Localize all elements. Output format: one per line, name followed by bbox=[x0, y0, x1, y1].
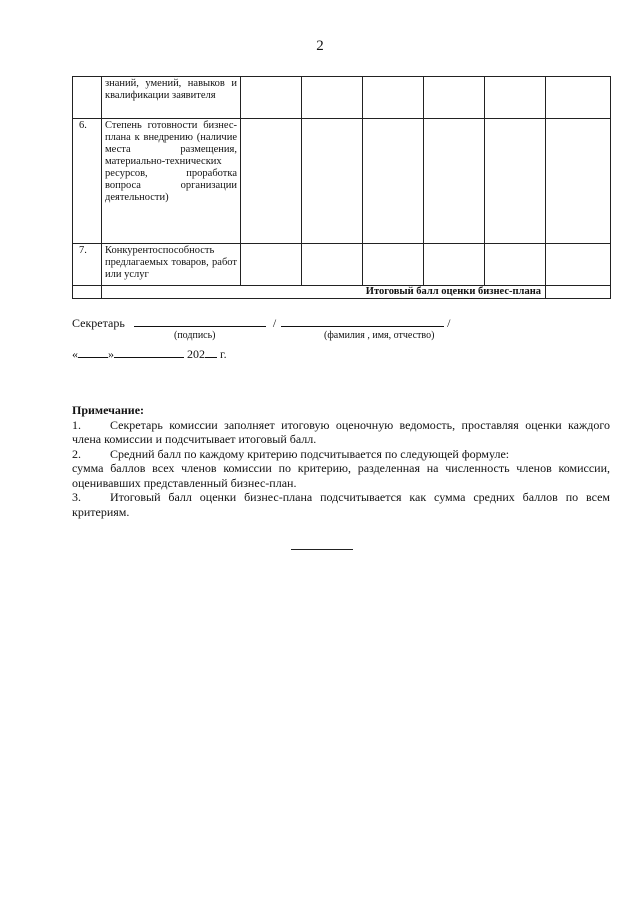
name-blank bbox=[281, 314, 444, 327]
criterion-cell: знаний, умений, навыков и квалификации заявителя bbox=[102, 77, 241, 119]
notes-section bbox=[72, 403, 610, 519]
table-row bbox=[73, 77, 611, 119]
end-divider bbox=[291, 549, 353, 550]
score-cell bbox=[424, 77, 485, 119]
note-text: Средний балл по каждому критерию подсчитывается по следующей формуле: bbox=[110, 446, 510, 461]
slash-separator: / bbox=[447, 316, 451, 330]
score-cell bbox=[302, 77, 363, 119]
notes-title: Примечание: bbox=[72, 403, 145, 417]
quote-open: « bbox=[72, 347, 78, 361]
score-cell bbox=[241, 119, 302, 244]
row-number bbox=[73, 77, 102, 119]
score-cell bbox=[241, 244, 302, 286]
date-line bbox=[72, 345, 612, 362]
name-hint: (фамилия , имя, отчество) bbox=[324, 330, 435, 341]
total-value-cell bbox=[546, 286, 611, 299]
score-cell bbox=[363, 119, 424, 244]
score-cell bbox=[546, 119, 611, 244]
secretary-label: Секретарь bbox=[72, 316, 125, 330]
total-number-cell bbox=[73, 286, 102, 299]
score-cell bbox=[485, 77, 546, 119]
note-item bbox=[72, 490, 610, 519]
note-number: 3. bbox=[72, 490, 81, 504]
slash-separator: / bbox=[272, 316, 277, 330]
year-prefix: 202 bbox=[187, 347, 205, 361]
page-number: 2 bbox=[316, 38, 324, 54]
signature-blank bbox=[134, 314, 266, 327]
note-text: Секретарь комиссии заполняет итоговую оценочную ведомость, проставляя оценки каждого члена комиссии и подсчитывает итоговый балл. bbox=[72, 417, 610, 446]
score-cell bbox=[363, 77, 424, 119]
note-text: сумма баллов всех членов комиссии по критерию, разделенная на численность членов комиссии, оценивавших представленный бизнес-план. bbox=[72, 461, 610, 490]
day-blank bbox=[78, 345, 108, 358]
year-suffix: г. bbox=[220, 347, 227, 361]
note-item bbox=[72, 447, 610, 462]
table-row bbox=[73, 244, 611, 286]
score-cell bbox=[302, 119, 363, 244]
quote-close: » bbox=[108, 347, 114, 361]
score-cell bbox=[546, 244, 611, 286]
row-number: 7. bbox=[73, 244, 102, 286]
score-cell bbox=[302, 244, 363, 286]
score-cell bbox=[241, 77, 302, 119]
criteria-table bbox=[72, 76, 611, 299]
note-item bbox=[72, 418, 610, 447]
score-cell bbox=[546, 77, 611, 119]
signature-hints bbox=[72, 330, 612, 343]
total-label: Итоговый балл оценки бизнес-плана bbox=[102, 286, 546, 299]
table-row bbox=[73, 119, 611, 244]
note-number: 2. bbox=[72, 446, 81, 461]
year-blank bbox=[205, 345, 217, 358]
row-number: 6. bbox=[73, 119, 102, 244]
criterion-cell: Конкурентоспособность предлагаемых товаров, работ или услуг bbox=[102, 244, 241, 286]
signature-block bbox=[72, 314, 612, 362]
signature-hint: (подпись) bbox=[174, 330, 216, 341]
score-cell bbox=[485, 244, 546, 286]
secretary-line bbox=[72, 314, 612, 330]
month-blank bbox=[114, 345, 184, 358]
criterion-cell: Степень готовности бизнес-плана к внедрению (наличие места размещения, материально-технических ресурсов, проработка вопроса организации деятельности) bbox=[102, 119, 241, 244]
score-cell bbox=[424, 119, 485, 244]
note-item bbox=[72, 461, 610, 490]
note-number: 1. bbox=[72, 417, 81, 432]
note-text: Итоговый балл оценки бизнес-плана подсчитывается как сумма средних баллов по всем критериям. bbox=[72, 490, 610, 519]
score-cell bbox=[363, 244, 424, 286]
total-row bbox=[73, 286, 611, 299]
score-cell bbox=[424, 244, 485, 286]
score-cell bbox=[485, 119, 546, 244]
